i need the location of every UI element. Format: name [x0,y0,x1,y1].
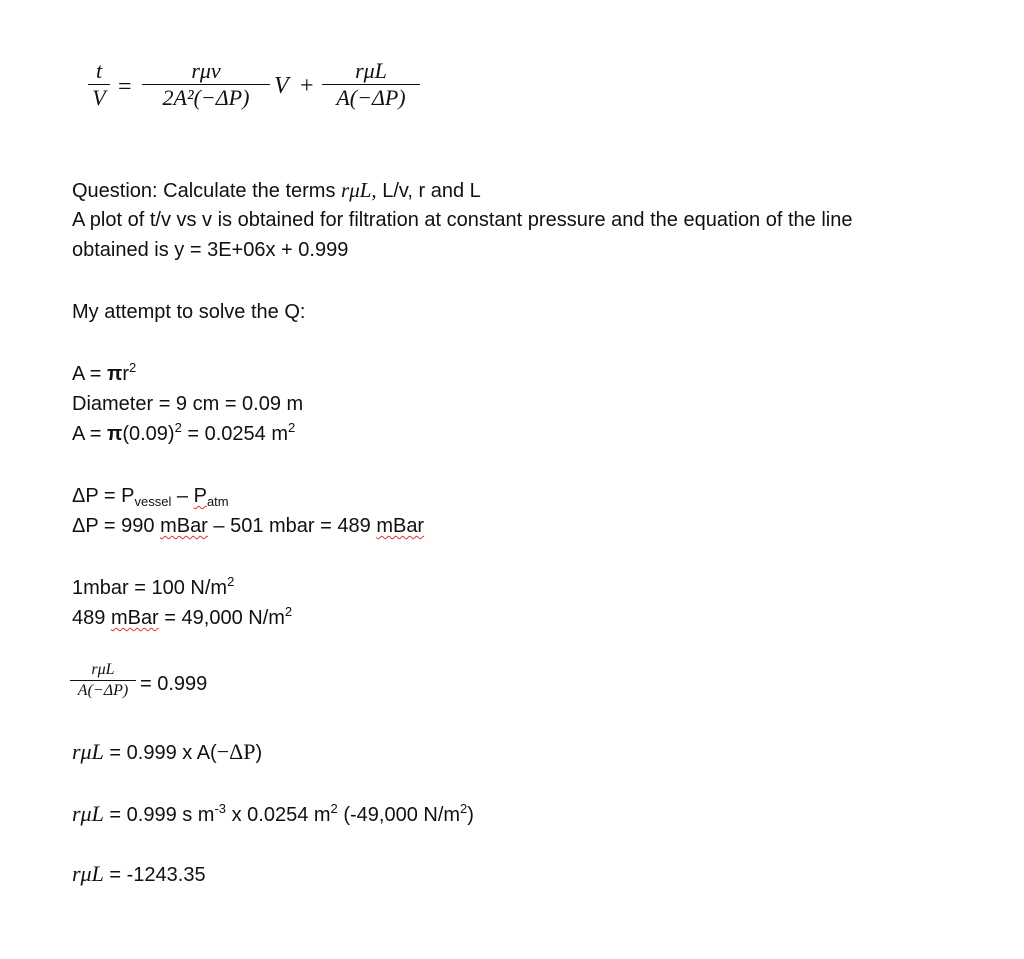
conversion-line-1-sup: 2 [227,574,235,589]
pi-symbol: π [107,423,123,445]
eq-term1-numerator: rμv [191,58,221,83]
pressure-calc-prefix: ΔP = 990 [72,515,161,537]
eq-lhs-fraction [88,58,110,111]
area-calc-prefix: A = [72,423,108,445]
area-calc-sup: 2 [174,420,182,435]
question-line-3: obtained is y = 3E+06x + 0.999 [72,239,349,261]
question-line-2: A plot of t/v vs v is obtained for filtration at constant pressure and the equation of the line [72,209,853,231]
step-2-math: rμL [72,801,104,826]
eq-term2-fraction [322,58,420,111]
area-formula-sup: 2 [129,360,137,375]
step-1-expr: −ΔP [216,739,256,764]
area-calc-mid: (0.09) [122,423,175,445]
fraction-equation [70,660,136,701]
step-3 [72,862,206,887]
pressure-unit-2: mBar [376,515,425,537]
pressure-sub-vessel: vessel [134,494,172,509]
eq-term2-denominator: A(−ΔP) [336,85,406,110]
pressure-def-prefix: ΔP = P [72,485,135,507]
conversion-line-2-suffix: = 49,000 N/m [158,607,285,629]
pressure-calc-mid: – 501 mbar = 489 [207,515,377,537]
eq-term1-denominator: 2A²(−ΔP) [162,85,250,110]
area-formula [72,362,136,386]
conversion-line-1 [72,576,234,600]
conversion-line-1-text: 1mbar = 100 N/m [72,577,228,599]
area-formula-r: r [122,363,130,385]
pressure-unit-1: mBar [160,515,208,537]
pressure-sub-atm: atm [206,494,229,509]
area-formula-prefix: A = [72,363,108,385]
area-calc-result: = 0.0254 m [181,423,289,445]
question-prefix: Question: Calculate the terms [72,180,342,202]
diameter-line: Diameter = 9 cm = 0.09 m [72,393,304,415]
step-1-math: rμL [72,739,104,764]
fraction-numerator: rμL [91,661,115,678]
pressure-calc [72,514,424,538]
conversion-line-2 [72,606,292,630]
step-1-text: = 0.999 x A( [103,742,217,764]
step-1 [72,740,262,765]
step-3-text: = -1243.35 [103,864,206,886]
step-2-sup-3: 2 [460,801,468,816]
question-suffix: L/v, r and L [376,180,481,202]
conversion-unit: mBar [110,607,159,629]
eq-term1-fraction [142,58,270,111]
step-2-sup-1: -3 [214,801,227,816]
pi-symbol: π [107,363,123,385]
pressure-minus: – [171,485,194,507]
step-2-text-4: ) [467,804,474,826]
eq-equals: = [118,74,132,100]
question-line-1 [72,178,481,203]
eq-lhs-denominator: V [92,85,106,110]
conversion-line-2-prefix: 489 [72,607,111,629]
area-calc [72,422,295,446]
step-2-text-3: (-49,000 N/m [337,804,461,826]
step-3-math: rμL [72,861,104,886]
eq-term1-variable: V [274,73,289,99]
pressure-def [72,484,229,508]
step-2-text-2: x 0.0254 m [226,804,331,826]
attempt-heading: My attempt to solve the Q: [72,301,306,323]
step-2-sup-2: 2 [330,801,338,816]
fraction-rhs: = 0.999 [140,673,208,695]
step-2-text-1: = 0.999 s m [103,804,215,826]
question-math: rμL, [341,178,377,202]
eq-lhs-numerator: t [95,58,103,83]
eq-term2-numerator: rμL [355,58,387,83]
pressure-patm [194,485,229,507]
step-1-close: ) [255,742,263,764]
step-2 [72,802,474,827]
fraction-denominator: A(−ΔP) [77,682,129,699]
conversion-line-2-sup: 2 [284,604,293,619]
eq-plus: + [300,73,314,99]
pressure-p: P [193,485,207,507]
area-calc-result-sup: 2 [288,420,296,435]
